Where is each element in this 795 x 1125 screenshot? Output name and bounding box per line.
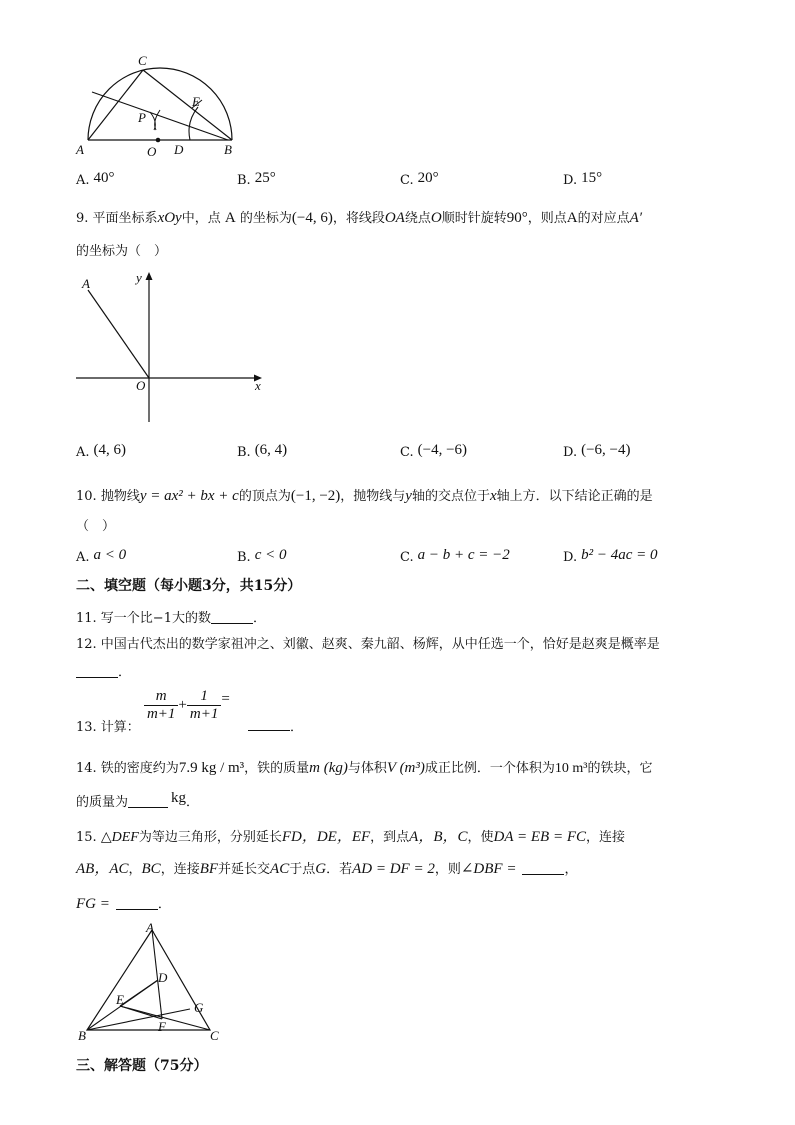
label-B: B xyxy=(78,1028,86,1043)
label-F: F xyxy=(158,1019,166,1034)
q10-stem-line2: （ ） xyxy=(76,519,116,534)
q9-stem-line2: 的坐标为（ ） xyxy=(76,244,168,259)
q9-option-d: D. (−6, −4) xyxy=(563,442,631,460)
q9-option-c: C. (−4, −6) xyxy=(400,442,468,460)
q10-option-b: B. c < 0 xyxy=(237,547,287,565)
answer-blank[interactable] xyxy=(128,795,168,808)
q13: 13. 计算： $\frac{m}{m+1}$ + $\frac{1}{m+1}$ = ． xyxy=(76,688,303,735)
q9-figure xyxy=(70,262,270,427)
q14-line2: 的质量为 kg． xyxy=(76,790,200,810)
q12-line1: 12. 中国古代杰出的数学家祖冲之、刘徽、赵爽、秦九韶、杨辉，从中任选一个，恰好是赵爽是概率是 xyxy=(76,637,660,652)
q11: 11. 写一个比−1大的数 ． xyxy=(76,611,266,626)
q15-line1: 15. △DEF为等边三角形，分别延长FD，DE，EF，到点A，B，C，使DA = EB = FC，连接 xyxy=(76,829,626,845)
q15-figure xyxy=(72,920,232,1045)
q10-option-d: D. b² − 4ac = 0 xyxy=(563,547,658,565)
label-P: P xyxy=(138,110,146,125)
q9-option-a: A. (4, 6) xyxy=(76,442,127,460)
q8-option-a: A. 40° xyxy=(76,170,115,188)
section-3-heading: 三、解答题（75分） xyxy=(76,1058,208,1074)
q8-figure xyxy=(70,50,250,160)
label-E: E xyxy=(116,992,124,1007)
q15-line2: AB，AC，BC，连接BF并延长交AC于点G．若AD = DF = 2，则∠DBF = ， xyxy=(76,861,578,877)
answer-blank[interactable] xyxy=(248,718,290,731)
label-A: A xyxy=(76,142,84,157)
chord-CB xyxy=(143,70,232,140)
label-G: G xyxy=(194,1000,204,1015)
segment-EF xyxy=(120,1006,162,1019)
q9-stem-line1: 9. 平面坐标系xOy中，点 A 的坐标为(−4, 6)，将线段OA绕点O顺时针旋转90°，则点A的对应点A′ xyxy=(76,210,643,226)
label-y: y xyxy=(136,270,142,285)
q12-line2: ． xyxy=(76,661,131,680)
label-D: D xyxy=(174,142,184,157)
q15-line3: FG = ． xyxy=(76,896,171,912)
label-A: A xyxy=(146,920,154,935)
center-point xyxy=(156,138,161,143)
answer-blank[interactable] xyxy=(211,611,253,624)
fraction-1: $\frac{m}{m+1}$ xyxy=(144,688,178,723)
label-x: x xyxy=(255,378,261,393)
bisector-line xyxy=(92,92,228,140)
label-O: O xyxy=(147,144,157,159)
answer-blank-fg[interactable] xyxy=(116,897,158,910)
label-B: B xyxy=(224,142,232,157)
fraction-2: $\frac{1}{m+1}$ xyxy=(187,688,221,723)
q10-stem-line1: 10. 抛物线y = ax² + bx + c的顶点为(−1, −2)，抛物线与y轴的交点位于x轴上方．以下结论正确的是 xyxy=(76,488,653,504)
q8-option-d: D. 15° xyxy=(563,170,603,188)
segment-OA xyxy=(88,290,149,378)
label-E: E xyxy=(192,94,200,109)
label-C: C xyxy=(210,1028,219,1043)
segment-DE xyxy=(120,980,158,1006)
answer-blank[interactable] xyxy=(76,665,118,678)
label-A: A xyxy=(82,276,90,291)
label-D: D xyxy=(158,970,168,985)
semicircle-arc xyxy=(88,68,232,140)
label-C: C xyxy=(138,53,147,68)
q8-option-c: C. 20° xyxy=(400,170,439,188)
q9-option-b: B. (6, 4) xyxy=(237,442,288,460)
q14-line1: 14. 铁的密度约为7.9 kg / m³，铁的质量m (kg)与体积V (m³)成正比例．一个体积为10 m³的铁块，它 xyxy=(76,760,653,776)
q10-option-a: A. a < 0 xyxy=(76,547,127,565)
label-O: O xyxy=(136,378,146,393)
section-2-heading: 二、填空题（每小题3分，共15分） xyxy=(76,578,302,594)
q8-option-b: B. 25° xyxy=(237,170,276,188)
q10-option-c: C. a − b + c = −2 xyxy=(400,547,510,565)
answer-blank-angle[interactable] xyxy=(522,862,564,875)
